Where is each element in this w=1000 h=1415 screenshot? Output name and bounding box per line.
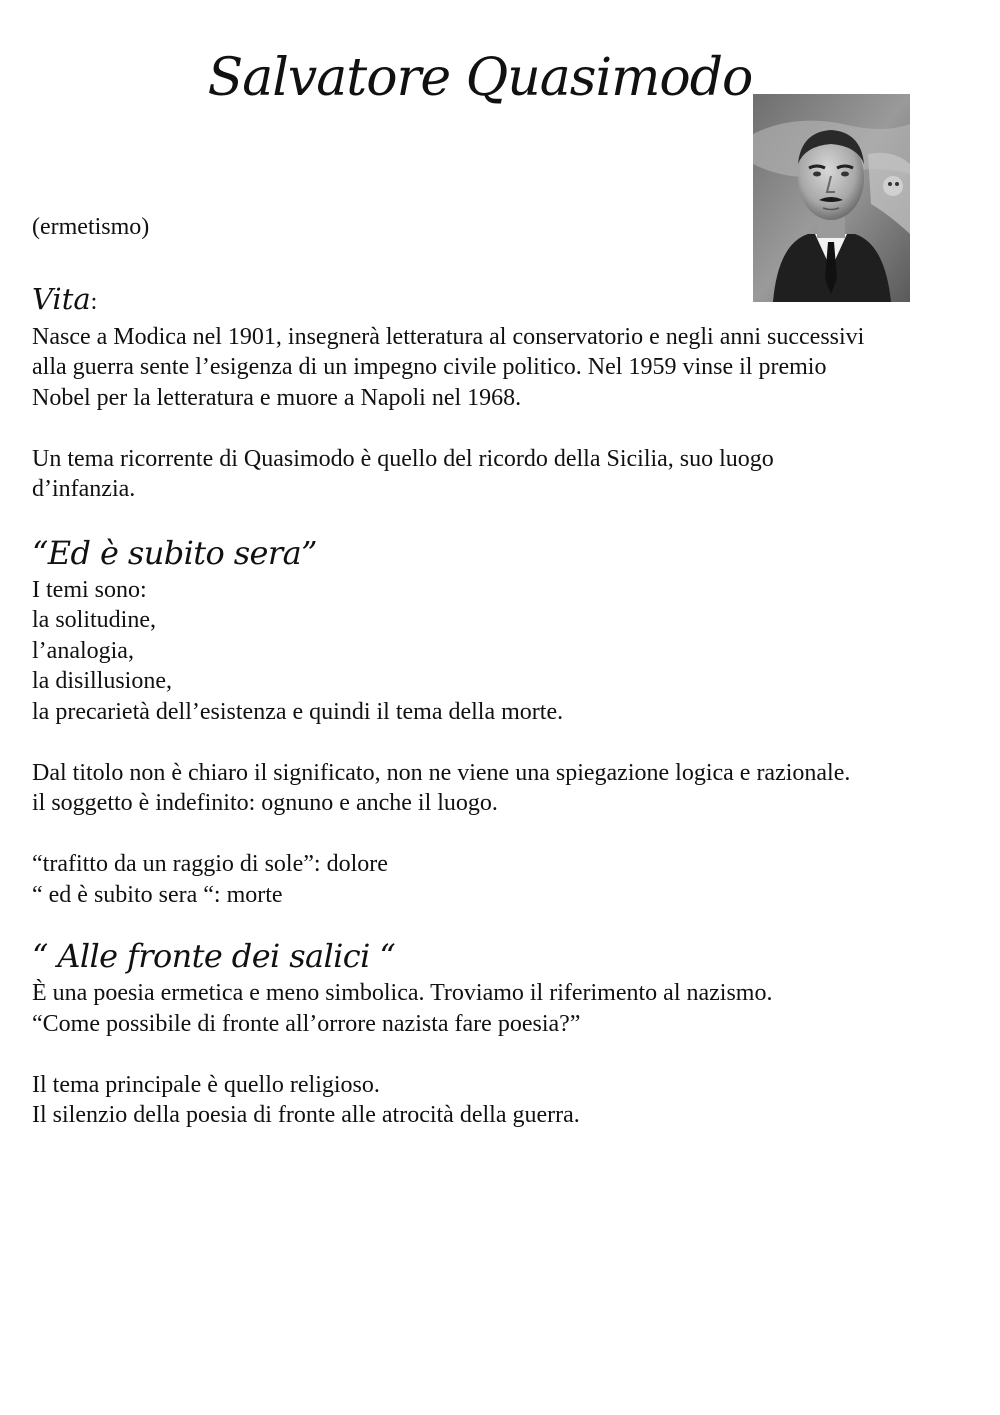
text-line: la solitudine, <box>32 607 156 633</box>
themes-list <box>32 575 972 728</box>
analysis-paragraph <box>32 758 972 819</box>
text-line: “ ed è subito sera “: morte <box>32 881 283 908</box>
vita-paragraph-1 <box>32 322 972 414</box>
vita-paragraph-2 <box>32 444 972 505</box>
text-line: È una poesia ermetica e meno simbolica. Troviamo il riferimento al nazismo. <box>32 980 773 1006</box>
text-line: I temi sono: <box>32 576 147 603</box>
text-line: “Come possibile di fronte all’orrore nazista fare poesia?” <box>32 1010 581 1037</box>
text-line: Nobel per la letteratura e muore a Napoli nel 1968. <box>32 384 522 411</box>
text-line: Il silenzio della poesia di fronte alle atrocità della guerra. <box>32 1102 580 1128</box>
text-line: Un tema ricorrente di Quasimodo è quello del ricordo della Sicilia, suo luogo <box>32 445 774 472</box>
text-line: l’analogia, <box>32 637 134 664</box>
text-line: “trafitto da un raggio di sole”: dolore <box>32 851 388 877</box>
section-heading-alle-fronte-dei-salici: “ Alle fronte dei salici “ <box>32 937 396 975</box>
text-line: alla guerra sente l’esigenza di un impegno civile politico. Nel 1959 vinse il premio <box>32 354 827 380</box>
text-line: Nasce a Modica nel 1901, insegnerà letteratura al conservatorio e negli anni successivi <box>32 323 865 350</box>
text-line: Dal titolo non è chiaro il significato, non ne viene una spiegazione logica e razionale. <box>32 759 851 786</box>
text-line: la precarietà dell’esistenza e quindi il tema della morte. <box>32 698 564 725</box>
text-line: Il tema principale è quello religioso. <box>32 1071 380 1098</box>
section-heading-vita <box>32 279 972 322</box>
vita-heading-text: Vita <box>32 281 91 316</box>
vita-heading-colon: : <box>90 288 98 315</box>
movement-tag: (ermetismo) <box>32 214 150 240</box>
quotes-paragraph <box>32 849 972 910</box>
text-line: la disillusione, <box>32 668 172 694</box>
text-line: d’infanzia. <box>32 476 136 502</box>
document-body <box>32 212 972 1131</box>
text-line: il soggetto è indefinito: ognuno e anche il luogo. <box>32 790 498 816</box>
page-title: Salvatore Quasimodo <box>207 48 753 108</box>
section-heading-ed-e-subito-sera: “Ed è subito sera” <box>32 533 317 572</box>
poem2-paragraph-2 <box>32 1070 972 1131</box>
poem2-paragraph-1 <box>32 978 972 1039</box>
